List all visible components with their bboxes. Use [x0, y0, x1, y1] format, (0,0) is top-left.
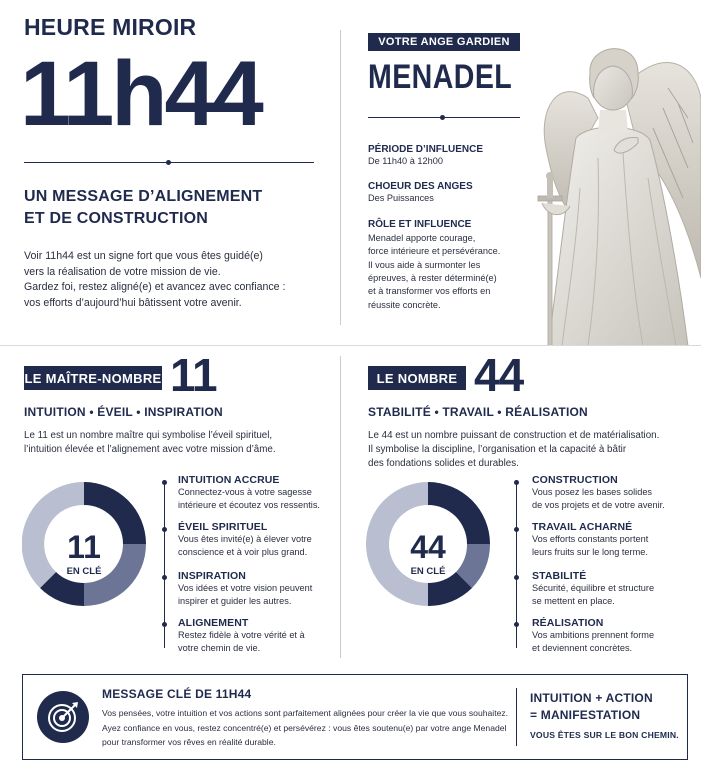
role-line: réussite concrète. [368, 299, 441, 310]
intro-text [24, 249, 285, 311]
angel-statue-illustration [528, 28, 701, 346]
n44-item [532, 570, 654, 607]
role-line: épreuves, à rester déterminé(e) [368, 273, 497, 284]
angel-divider-dot [440, 115, 445, 120]
n44-item [532, 617, 654, 654]
intro-line: Gardez foi, restez aligné(e) et avancez avec confiance : [24, 281, 286, 293]
number-44-badge: LE NOMBRE [368, 366, 466, 390]
master-number-badge: LE MAÎTRE-NOMBRE [24, 366, 162, 390]
timeline-dot [162, 575, 167, 580]
message-text [102, 706, 508, 750]
n44-item [532, 521, 648, 558]
master-item-line: Restez fidèle à votre vérité et à [178, 630, 305, 640]
n44-item-line: leurs fruits sur le long terme. [532, 546, 648, 557]
subtitle-line-1: UN MESSAGE D’ALIGNEMENT [24, 188, 263, 205]
n44-desc-line: Le 44 est un nombre puissant de construction et de matérialisation. [368, 430, 660, 441]
timeline-dot [162, 480, 167, 485]
number-44-donut-label: EN CLÉ [410, 566, 446, 577]
period-text: De 11h40 à 12h00 [368, 156, 443, 166]
angel-badge: VOTRE ANGE GARDIEN [368, 33, 520, 51]
number-44: 44 [474, 349, 524, 401]
angel-details [368, 144, 528, 312]
role-title: RÔLE ET INFLUENCE [368, 218, 472, 230]
intro-line: Voir 11h44 est un signe fort que vous êtes guidé(e) [24, 250, 263, 262]
n44-item [532, 474, 665, 511]
master-item-line: Vos idées et votre vision peuvent [178, 583, 313, 593]
n44-item-line: de vos projets et de votre avenir. [532, 499, 665, 510]
subtitle-line-2: ET DE CONSTRUCTION [24, 210, 209, 227]
role-line: force intérieure et persévérance. [368, 246, 501, 257]
target-arrow-icon [37, 691, 89, 743]
master-item [178, 474, 320, 511]
master-item-title: INTUITION ACCRUE [178, 474, 280, 486]
master-item-line: inspirer et guider les autres. [178, 595, 292, 606]
master-donut-number: 11 [67, 529, 101, 565]
message-line: pour transformer vos rêves en réalité durable. [102, 737, 276, 747]
angel-name: MENADEL [368, 58, 513, 96]
master-item [178, 521, 312, 558]
header-divider-dot [166, 160, 171, 165]
n44-item-line: Vos efforts constants portent [532, 534, 649, 544]
n44-item-title: RÉALISATION [532, 617, 604, 629]
master-item-line: Vous êtes invité(e) à élever votre [178, 534, 312, 544]
master-keywords: INTUITION • ÉVEIL • INSPIRATION [24, 405, 223, 419]
hour-title: 11h44 [20, 43, 261, 145]
n44-item-line: Vos ambitions prennent forme [532, 630, 655, 640]
n44-desc-line: des fondations solides et durables. [368, 458, 519, 469]
n44-item-title: TRAVAIL ACHARNÉ [532, 521, 633, 533]
intro-line: vos efforts d’aujourd’hui bâtissent votre avenir. [24, 296, 242, 309]
master-item [178, 617, 305, 654]
n44-item-title: STABILITÉ [532, 570, 587, 582]
middle-column-divider [340, 356, 341, 658]
timeline-dot [514, 527, 519, 532]
tagline: VOUS ÊTES SUR LE BON CHEMIN. [530, 730, 679, 740]
master-item-title: ÉVEIL SPIRITUEL [178, 521, 268, 533]
section-divider [0, 345, 701, 346]
choir-text: Des Puissances [368, 193, 434, 204]
message-divider [516, 688, 517, 746]
master-item [178, 570, 312, 607]
top-column-divider [340, 30, 341, 325]
n44-desc-line: Il symbolise la discipline, l’organisation et la capacité à bâtir [368, 444, 627, 455]
master-donut-label: EN CLÉ [66, 566, 102, 577]
n44-item-title: CONSTRUCTION [532, 474, 618, 486]
number-44-keywords: STABILITÉ • TRAVAIL • RÉALISATION [368, 405, 588, 419]
master-desc-line: l’intuition élevée et l’alignement avec votre mission d’âme. [24, 444, 276, 455]
timeline-dot [514, 622, 519, 627]
role-line: et à transformer vos efforts en [368, 286, 491, 297]
role-text [368, 232, 528, 312]
master-description [24, 429, 276, 457]
formula-line-1: INTUITION + ACTION [530, 691, 653, 705]
role-line: Il vous aide à surmonter les [368, 259, 481, 270]
message-line: Vos pensées, votre intuition et vos actions sont parfaitement alignées pour créer la vie que vous souhaitez. [102, 708, 509, 718]
master-number: 11 [170, 349, 217, 401]
period-title: PÉRIODE D’INFLUENCE [368, 144, 484, 155]
master-item-line: conscience et à voir plus grand. [178, 546, 308, 557]
choir-title: CHOEUR DES ANGES [368, 181, 473, 193]
formula [530, 690, 653, 724]
timeline-dot [514, 575, 519, 580]
master-desc-line: Le 11 est un nombre maître qui symbolise l’éveil spirituel, [24, 430, 273, 441]
timeline-dot [514, 480, 519, 485]
section-subtitle [24, 186, 262, 230]
page-kicker: HEURE MIROIR [24, 14, 197, 40]
n44-item-line: se mettent en place. [532, 595, 615, 606]
n44-item-line: Sécurité, équilibre et structure [532, 583, 655, 593]
message-title: MESSAGE CLÉ DE 11H44 [102, 687, 252, 701]
number-44-description [368, 429, 659, 471]
message-line: Ayez confiance en vous, restez concentré(e) et persévérez : vous êtes soutenu(e) par votre ange Menadel [102, 722, 507, 733]
master-item-title: INSPIRATION [178, 570, 246, 582]
master-item-line: Connectez-vous à votre sagesse [178, 487, 312, 497]
master-item-line: votre chemin de vie. [178, 642, 261, 653]
timeline-dot [162, 622, 167, 627]
master-item-line: intérieure et écoutez vos ressentis. [178, 499, 320, 510]
role-line: Menadel apporte courage, [368, 232, 476, 243]
number-44-donut-number: 44 [410, 529, 446, 565]
formula-line-2: = MANIFESTATION [530, 708, 641, 722]
master-item-title: ALIGNEMENT [178, 617, 249, 629]
n44-item-line: et deviennent concrètes. [532, 642, 633, 653]
intro-line: vers la réalisation de votre mission de vie. [24, 265, 221, 278]
n44-item-line: Vous posez les bases solides [532, 487, 653, 497]
timeline-dot [162, 527, 167, 532]
